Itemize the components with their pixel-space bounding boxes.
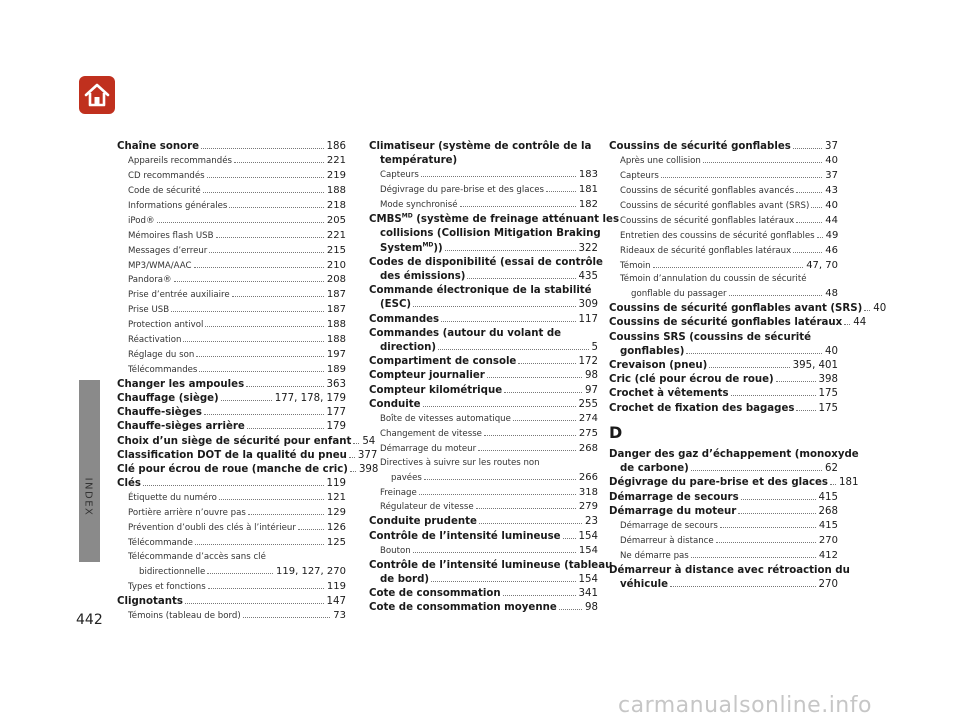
index-column-2 [369,140,620,615]
index-entry-continued[interactable]: System$^{MD}$)) 322 [380,241,598,254]
index-subentry[interactable]: Prévention d’oubli des clés à l’intérieur 126 [128,522,346,534]
index-entry[interactable]: Démarreur à distance avec rétroaction du [609,564,850,576]
index-entry[interactable]: Cote de consommation 341 [369,588,598,600]
index-entry[interactable]: Choix d’un siège de sécurité pour enfant 54 [117,435,376,447]
index-subentry[interactable]: Appareils recommandés 221 [128,155,346,167]
home-button[interactable] [79,76,115,114]
index-entry-continued[interactable]: direction) 5 [380,341,598,353]
index-entry[interactable]: Démarrage du moteur 268 [609,505,838,517]
index-entry[interactable]: Commande électronique de la stabilité [369,285,592,297]
index-subentry[interactable]: Témoins (tableau de bord) 73 [128,609,346,621]
index-entry[interactable]: Conduite prudente 23 [369,516,598,528]
index-subentry[interactable]: MP3/WMA/AAC 210 [128,259,346,271]
index-entry-continued[interactable]: (ESC) 309 [380,299,598,311]
index-entry[interactable]: Chauffe-sièges 177 [117,407,346,419]
index-entry[interactable]: Chauffe-sièges arrière 179 [117,421,346,433]
index-entry[interactable]: Chaîne sonore 186 [117,141,346,152]
index-subentry[interactable]: Types et fonctions 119 [128,580,346,592]
index-entry-continued[interactable]: des émissions) 435 [380,270,598,282]
index-subentry[interactable]: Prise USB 187 [128,304,346,316]
index-subentry[interactable]: Coussins de sécurité gonflables avancés 43 [620,185,838,197]
watermark: carmanualsonline.info [618,693,872,718]
index-entry[interactable]: Crochet à vêtements 175 [609,388,838,400]
index-entry[interactable]: Climatiseur (système de contrôle de la [369,141,592,152]
index-entry[interactable]: Compartiment de console 172 [369,356,598,368]
index-subentry[interactable]: Code de sécurité 188 [128,185,346,197]
index-entry[interactable]: Démarrage de secours 415 [609,491,838,503]
index-entry-continued[interactable]: gonflables) 40 [620,345,838,357]
index-subentry[interactable]: Réactivation 188 [128,334,346,346]
index-entry[interactable]: Crevaison (pneu) 395, 401 [609,360,838,372]
index-subentry[interactable]: Ne démarre pas 412 [620,549,838,561]
index-subentry[interactable]: Mode synchronisé 182 [380,199,598,211]
index-subentry[interactable]: Freinage 318 [380,486,598,498]
index-subentry[interactable]: Rideaux de sécurité gonflables latéraux 46 [620,244,838,256]
index-subentry[interactable]: Prise d’entrée auxiliaire 187 [128,289,346,301]
index-entry[interactable]: Coussins SRS (coussins de sécurité [609,331,812,343]
page-number: 442 [76,612,103,628]
index-subentry[interactable]: Démarrage du moteur 268 [380,442,598,454]
index-entry[interactable]: Commandes (autour du volant de [369,327,562,339]
index-subentry[interactable]: Mémoires flash USB 221 [128,229,346,241]
index-subentry[interactable]: Coussins de sécurité gonflables avant (SRS) 40 [620,199,838,211]
index-entry[interactable]: Chauffage (siège) 177, 178, 179 [117,393,346,404]
index-letter-heading: D [609,422,623,442]
index-entry[interactable]: Coussins de sécurité gonflables avant (SRS) 40 [609,303,887,315]
index-subentry[interactable]: Bouton 154 [380,544,598,556]
index-entry[interactable]: Compteur kilométrique 97 [369,384,598,396]
index-subentry[interactable]: iPod® 205 [128,214,346,226]
index-entry[interactable]: Contrôle de l’intensité lumineuse (tableau [369,559,613,571]
index-subentry[interactable]: Coussins de sécurité gonflables latéraux 44 [620,214,838,226]
index-subentry[interactable]: Protection antivol 188 [128,319,346,331]
index-subentry[interactable]: Dégivrage du pare-brise et des glaces 181 [380,184,598,196]
index-subentry[interactable]: Télécommande d’accès sans clé [128,552,266,563]
index-entry[interactable]: Changer les ampoules 363 [117,378,346,390]
index-entry-continued[interactable]: véhicule 270 [620,578,838,590]
index-column-3 [609,140,887,592]
index-subentry-continued[interactable]: pavées 266 [391,471,598,483]
index-entry[interactable]: $CMBS^{MD}$ (système de freinage atténuant les [369,212,620,226]
index-entry-continued[interactable]: collisions (Collision Mitigation Braking [380,228,601,240]
index-subentry[interactable]: Témoin 47, 70 [620,259,838,271]
index-entry-continued[interactable]: de carbone) 62 [620,463,838,475]
index-subentry[interactable]: Portière arrière n’ouvre pas 129 [128,507,346,519]
index-entry-continued[interactable]: température) [380,155,458,167]
index-subentry[interactable]: Télécommande 125 [128,537,346,549]
index-subentry[interactable]: Boîte de vitesses automatique 274 [380,412,598,424]
index-entry[interactable]: Crochet de fixation des bagages 175 [609,402,838,414]
index-subentry[interactable]: CD recommandés 219 [128,170,346,182]
index-subentry[interactable]: Informations générales 218 [128,199,346,211]
index-subentry[interactable]: Réglage du son 197 [128,348,346,360]
index-subentry[interactable]: Télécommandes 189 [128,363,346,375]
index-entry[interactable]: Danger des gaz d’échappement (monoxyde [609,448,859,460]
index-entry[interactable]: Dégivrage du pare-brise et des glaces 181 [609,477,859,489]
index-subentry[interactable]: Directives à suivre sur les routes non [380,457,540,468]
index-subentry[interactable]: Démarrage de secours 415 [620,519,838,531]
index-entry[interactable]: Cric (clé pour écrou de roue) 398 [609,374,838,386]
index-subentry[interactable]: Messages d’erreur 215 [128,244,346,256]
index-subentry[interactable]: Entretien des coussins de sécurité gonflables 49 [620,229,839,241]
index-entry[interactable]: Conduite 255 [369,398,598,410]
index-column-1 [117,140,379,624]
index-side-tab[interactable] [79,380,100,562]
index-entry[interactable]: Clé pour écrou de roue (manche de cric) 398 [117,464,379,476]
index-subentry[interactable]: Capteurs 183 [380,169,598,181]
index-subentry[interactable]: Démarreur à distance 270 [620,534,838,546]
home-icon [83,82,111,108]
index-entry-continued[interactable]: de bord) 154 [380,573,598,585]
index-entry[interactable]: Coussins de sécurité gonflables latéraux 44 [609,317,867,329]
index-subentry[interactable]: Étiquette du numéro 121 [128,492,346,504]
index-entry[interactable]: Coussins de sécurité gonflables 37 [609,141,838,152]
index-entry[interactable]: Classification DOT de la qualité du pneu 377 [117,449,378,461]
index-entry[interactable]: Clés 119 [117,478,346,490]
index-entry[interactable]: Codes de disponibilité (essai de contrôle [369,256,603,268]
index-entry[interactable]: Commandes 117 [369,313,598,325]
index-subentry[interactable]: Pandora® 208 [128,274,346,286]
index-subentry[interactable]: Régulateur de vitesse 279 [380,501,598,513]
index-subentry[interactable]: Après une collision 40 [620,155,838,167]
index-entry[interactable]: Compteur journalier 98 [369,370,598,382]
index-subentry-continued[interactable]: bidirectionnelle 119, 127, 270 [139,565,346,577]
index-subentry[interactable]: Capteurs 37 [620,170,838,182]
index-subentry-continued[interactable]: gonflable du passager 48 [631,288,838,300]
index-entry[interactable]: Cote de consommation moyenne 98 [369,602,598,614]
index-subentry[interactable]: Témoin d’annulation du coussin de sécurité [620,274,807,285]
index-entry[interactable]: Contrôle de l’intensité lumineuse 154 [369,530,598,542]
index-subentry[interactable]: Changement de vitesse 275 [380,427,598,439]
index-entry[interactable]: Clignotants 147 [117,595,346,607]
